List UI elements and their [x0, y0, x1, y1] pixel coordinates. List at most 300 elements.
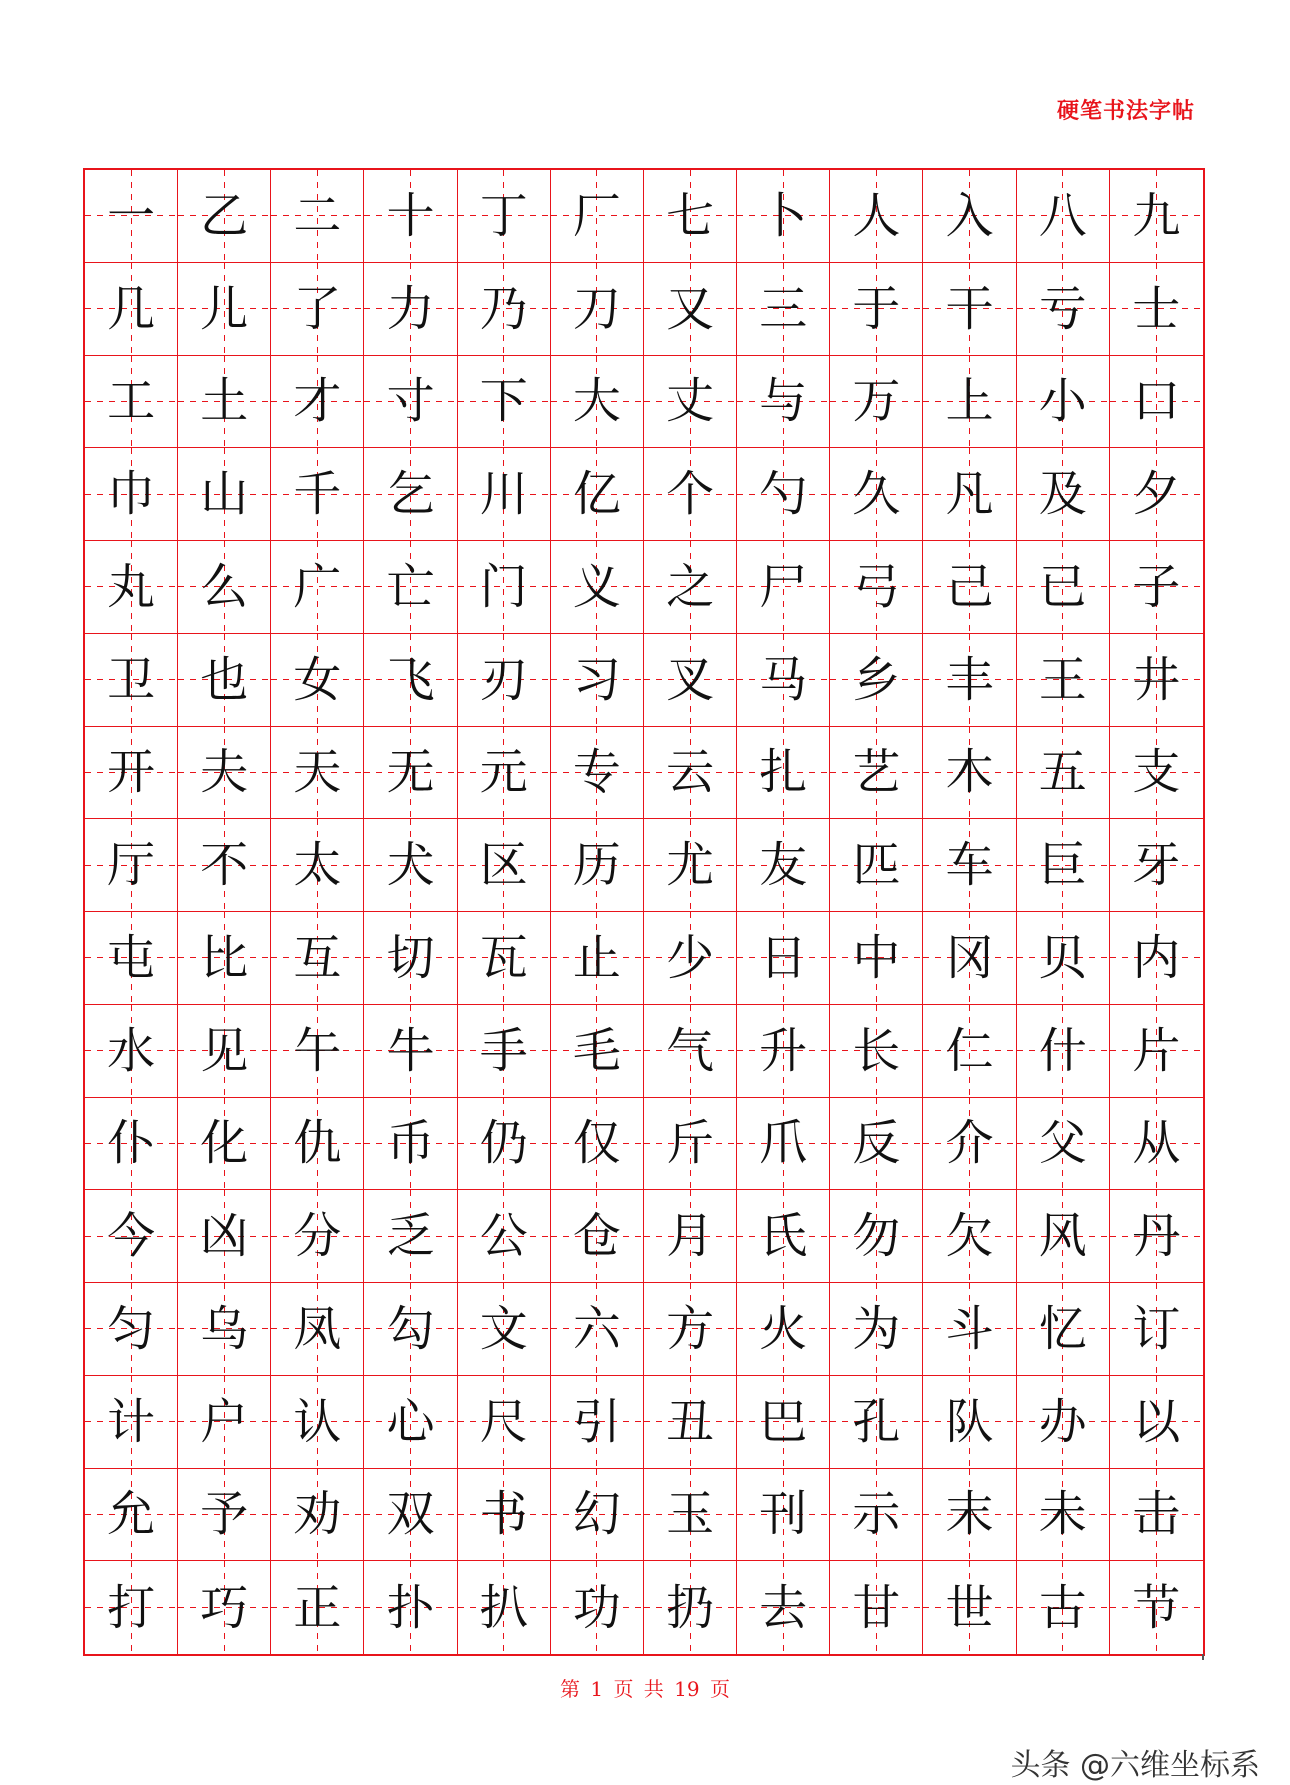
grid-cell	[737, 541, 830, 634]
seal-character: 正	[293, 1579, 342, 1636]
grid-cell	[271, 634, 364, 727]
seal-character: 干	[945, 280, 994, 337]
grid-cell	[830, 819, 923, 912]
grid-cell	[737, 1098, 830, 1191]
seal-character: 凡	[945, 466, 994, 523]
grid-cell	[458, 1098, 551, 1191]
grid-cell	[271, 727, 364, 820]
seal-character: 日	[759, 929, 808, 986]
grid-cell	[271, 541, 364, 634]
grid-cell	[923, 170, 1016, 263]
grid-cell	[1110, 1561, 1203, 1654]
grid-cell	[178, 634, 271, 727]
seal-character: 引	[572, 1393, 621, 1450]
grid-cell	[271, 819, 364, 912]
seal-character: 厅	[107, 837, 156, 894]
seal-character: 止	[572, 929, 621, 986]
grid-cell	[737, 819, 830, 912]
grid-cell	[364, 1190, 457, 1283]
grid-cell	[364, 634, 457, 727]
seal-character: 什	[1038, 1022, 1087, 1079]
grid-cell	[737, 170, 830, 263]
seal-character: 以	[1132, 1393, 1181, 1450]
seal-character: 个	[666, 466, 715, 523]
seal-character: 叉	[666, 651, 715, 708]
seal-character: 仅	[572, 1115, 621, 1172]
seal-character: 少	[666, 929, 715, 986]
seal-character: 川	[479, 466, 528, 523]
grid-cell	[85, 170, 178, 263]
seal-character: 历	[572, 837, 621, 894]
grid-cell	[644, 1561, 737, 1654]
seal-character: 气	[666, 1022, 715, 1079]
grid-cell	[1017, 263, 1110, 356]
seal-character: 月	[666, 1208, 715, 1265]
grid-cell	[923, 1190, 1016, 1283]
grid-cell	[737, 634, 830, 727]
seal-character: 及	[1038, 466, 1087, 523]
seal-character: 欠	[945, 1208, 994, 1265]
seal-character: 亿	[572, 466, 621, 523]
seal-character: 比	[200, 929, 249, 986]
grid-cell	[551, 356, 644, 449]
seal-character: 五	[1038, 744, 1087, 801]
grid-cell	[551, 1376, 644, 1469]
grid-cell	[178, 263, 271, 356]
grid-cell	[271, 1283, 364, 1376]
grid-cell	[364, 1283, 457, 1376]
grid-cell	[1110, 448, 1203, 541]
grid-cell	[923, 448, 1016, 541]
grid-cell	[830, 727, 923, 820]
seal-character: 击	[1132, 1486, 1181, 1543]
page-header-title: 硬笔书法字帖	[1056, 99, 1195, 124]
grid-cell	[85, 634, 178, 727]
seal-character: 之	[666, 558, 715, 615]
seal-character: 仓	[572, 1208, 621, 1265]
grid-cell	[458, 1190, 551, 1283]
seal-character: 乡	[852, 651, 901, 708]
grid-cell	[737, 1190, 830, 1283]
seal-character: 节	[1132, 1579, 1181, 1636]
grid-cell	[458, 263, 551, 356]
seal-character: 马	[759, 651, 808, 708]
grid-cell	[178, 448, 271, 541]
seal-character: 双	[386, 1486, 435, 1543]
grid-cell	[923, 1283, 1016, 1376]
seal-character: 了	[293, 280, 342, 337]
grid-cell	[178, 356, 271, 449]
grid-cell	[178, 1190, 271, 1283]
seal-character: 与	[759, 373, 808, 430]
grid-cell	[1110, 356, 1203, 449]
seal-character: 介	[945, 1115, 994, 1172]
seal-character: 扔	[666, 1579, 715, 1636]
grid-cell	[178, 1376, 271, 1469]
seal-character: 士	[1132, 280, 1181, 337]
grid-cell	[458, 541, 551, 634]
grid-cell	[364, 356, 457, 449]
grid-cell	[1017, 912, 1110, 1005]
seal-character: 门	[479, 558, 528, 615]
seal-character: 示	[852, 1486, 901, 1543]
grid-cell	[458, 1376, 551, 1469]
grid-cell	[85, 356, 178, 449]
seal-character: 夫	[200, 744, 249, 801]
grid-cell	[364, 1561, 457, 1654]
seal-character: 入	[945, 187, 994, 244]
grid-cell	[737, 263, 830, 356]
seal-character: 八	[1038, 187, 1087, 244]
seal-character: 王	[1038, 651, 1087, 708]
seal-character: 也	[200, 651, 249, 708]
grid-cell	[830, 1005, 923, 1098]
grid-cell	[644, 1376, 737, 1469]
grid-cell	[85, 263, 178, 356]
seal-character: 去	[759, 1579, 808, 1636]
grid-cell	[458, 448, 551, 541]
seal-character: 公	[479, 1208, 528, 1265]
grid-cell	[364, 448, 457, 541]
grid-cell	[551, 912, 644, 1005]
grid-cell	[830, 1283, 923, 1376]
grid-cell	[364, 541, 457, 634]
grid-cell	[923, 819, 1016, 912]
grid-cell	[551, 170, 644, 263]
grid-cell	[923, 727, 1016, 820]
grid-cell	[85, 819, 178, 912]
grid-cell	[85, 1005, 178, 1098]
seal-character: 牙	[1132, 837, 1181, 894]
grid-cell	[178, 170, 271, 263]
grid-cell	[644, 1098, 737, 1191]
grid-cell	[737, 1005, 830, 1098]
grid-cell	[551, 1469, 644, 1562]
grid-cell	[1110, 1190, 1203, 1283]
grid-cell	[644, 727, 737, 820]
seal-character: 才	[293, 373, 342, 430]
seal-character: 未	[1038, 1486, 1087, 1543]
grid-cell	[1110, 263, 1203, 356]
grid-cell	[551, 263, 644, 356]
grid-cell	[85, 1098, 178, 1191]
grid-cell	[644, 1005, 737, 1098]
grid-cell	[551, 634, 644, 727]
grid-cell	[178, 1469, 271, 1562]
seal-character: 丸	[107, 558, 156, 615]
seal-character: 上	[945, 373, 994, 430]
grid-cell	[644, 912, 737, 1005]
seal-character: 幻	[572, 1486, 621, 1543]
seal-character: 风	[1038, 1208, 1087, 1265]
seal-character: 夕	[1132, 466, 1181, 523]
grid-cell	[551, 819, 644, 912]
seal-character: 久	[852, 466, 901, 523]
grid-cell	[178, 1098, 271, 1191]
grid-cell	[271, 1190, 364, 1283]
grid-cell	[644, 1190, 737, 1283]
seal-character: 十	[386, 187, 435, 244]
grid-cell	[737, 727, 830, 820]
grid-cell	[551, 1005, 644, 1098]
seal-character: 下	[479, 373, 528, 430]
grid-cell	[644, 170, 737, 263]
seal-character: 功	[572, 1579, 621, 1636]
grid-cell	[458, 170, 551, 263]
seal-character: 乌	[200, 1300, 249, 1357]
seal-character: 仁	[945, 1022, 994, 1079]
seal-character: 仇	[293, 1115, 342, 1172]
grid-cell	[1017, 1283, 1110, 1376]
seal-character: 斗	[945, 1300, 994, 1357]
seal-character: 于	[852, 280, 901, 337]
seal-character: 订	[1132, 1300, 1181, 1357]
seal-character: 末	[945, 1486, 994, 1543]
grid-cell	[1017, 170, 1110, 263]
grid-cell	[458, 1469, 551, 1562]
grid-cell	[85, 1561, 178, 1654]
grid-cell	[1017, 634, 1110, 727]
grid-cell	[458, 1283, 551, 1376]
seal-character: 互	[293, 929, 342, 986]
seal-character: 从	[1132, 1115, 1181, 1172]
grid-cell	[551, 1098, 644, 1191]
grid-cell	[737, 356, 830, 449]
grid-cell	[458, 727, 551, 820]
grid-cell	[1110, 727, 1203, 820]
grid-cell	[644, 1469, 737, 1562]
grid-cell	[85, 1283, 178, 1376]
seal-character: 斤	[666, 1115, 715, 1172]
seal-character: 仆	[107, 1115, 156, 1172]
grid-cell	[364, 263, 457, 356]
grid-cell	[830, 263, 923, 356]
seal-character: 凤	[293, 1300, 342, 1357]
grid-cell	[830, 448, 923, 541]
grid-cell	[85, 727, 178, 820]
grid-cell	[364, 1005, 457, 1098]
grid-cell	[1110, 541, 1203, 634]
grid-cell	[178, 541, 271, 634]
grid-cell	[364, 1469, 457, 1562]
grid-cell	[1110, 819, 1203, 912]
grid-cell	[551, 448, 644, 541]
seal-character: 丁	[479, 187, 528, 244]
grid-cell	[551, 1561, 644, 1654]
seal-character: 凶	[200, 1208, 249, 1265]
seal-character: 不	[200, 837, 249, 894]
seal-character: 飞	[386, 651, 435, 708]
seal-character: 友	[759, 837, 808, 894]
grid-cell	[178, 1283, 271, 1376]
seal-character: 氏	[759, 1208, 808, 1265]
seal-character: 扑	[386, 1579, 435, 1636]
seal-character: 又	[666, 280, 715, 337]
seal-character: 刀	[572, 280, 621, 337]
seal-character: 毛	[572, 1022, 621, 1079]
seal-character: 亡	[386, 558, 435, 615]
grid-cell	[85, 912, 178, 1005]
grid-cell	[1017, 819, 1110, 912]
grid-cell	[830, 912, 923, 1005]
grid-cell	[923, 356, 1016, 449]
grid-cell	[1017, 1005, 1110, 1098]
seal-character: 亏	[1038, 280, 1087, 337]
seal-character: 元	[479, 744, 528, 801]
seal-character: 计	[107, 1393, 156, 1450]
seal-character: 车	[945, 837, 994, 894]
grid-cell	[644, 263, 737, 356]
grid-cell	[1110, 1005, 1203, 1098]
seal-character: 内	[1132, 929, 1181, 986]
grid-cell	[271, 263, 364, 356]
grid-cell	[644, 819, 737, 912]
grid-cell	[178, 912, 271, 1005]
grid-cell	[644, 634, 737, 727]
grid-cell	[551, 1190, 644, 1283]
seal-character: 巴	[759, 1393, 808, 1450]
grid-cell	[271, 356, 364, 449]
grid-cell	[1017, 1376, 1110, 1469]
grid-cell	[271, 1376, 364, 1469]
grid-cell	[1110, 170, 1203, 263]
grid-cell	[644, 448, 737, 541]
seal-character: 习	[572, 651, 621, 708]
grid-cell	[830, 1098, 923, 1191]
seal-character: 人	[852, 187, 901, 244]
seal-character: 巧	[200, 1579, 249, 1636]
seal-character: 升	[759, 1022, 808, 1079]
seal-character: 太	[293, 837, 342, 894]
seal-character: 化	[200, 1115, 249, 1172]
grid-cell	[271, 1561, 364, 1654]
grid-cell	[830, 541, 923, 634]
seal-character: 己	[945, 558, 994, 615]
seal-character: 广	[293, 558, 342, 615]
seal-character: 中	[852, 929, 901, 986]
grid-cell	[644, 1283, 737, 1376]
grid-cell	[458, 634, 551, 727]
grid-cell	[737, 1469, 830, 1562]
seal-character: 二	[293, 187, 342, 244]
seal-character: 支	[1132, 744, 1181, 801]
grid-cell	[85, 541, 178, 634]
seal-character: 片	[1132, 1022, 1181, 1079]
grid-cell	[737, 1561, 830, 1654]
seal-character: 云	[666, 744, 715, 801]
seal-character: 予	[200, 1486, 249, 1543]
grid-cell	[737, 912, 830, 1005]
seal-character: 世	[945, 1579, 994, 1636]
grid-cell	[737, 1376, 830, 1469]
seal-character: 女	[293, 651, 342, 708]
seal-character: 分	[293, 1208, 342, 1265]
seal-character: 千	[293, 466, 342, 523]
grid-cell	[178, 1005, 271, 1098]
seal-character: 午	[293, 1022, 342, 1079]
seal-character: 玉	[666, 1486, 715, 1543]
seal-character: 无	[386, 744, 435, 801]
grid-cell	[1110, 634, 1203, 727]
seal-character: 力	[386, 280, 435, 337]
seal-character: 巾	[107, 466, 156, 523]
seal-character: 父	[1038, 1115, 1087, 1172]
seal-character: 为	[852, 1300, 901, 1357]
seal-character: 孔	[852, 1393, 901, 1450]
grid-cell	[85, 1190, 178, 1283]
grid-cell	[458, 1561, 551, 1654]
seal-character: 甘	[852, 1579, 901, 1636]
seal-character: 子	[1132, 558, 1181, 615]
seal-character: 勿	[852, 1208, 901, 1265]
grid-cell	[85, 1469, 178, 1562]
seal-character: 七	[666, 187, 715, 244]
grid-cell	[271, 170, 364, 263]
seal-character: 仍	[479, 1115, 528, 1172]
seal-character: 尺	[479, 1393, 528, 1450]
seal-character: 小	[1038, 373, 1087, 430]
grid-cell	[1017, 1469, 1110, 1562]
grid-cell	[178, 819, 271, 912]
seal-character: 匹	[852, 837, 901, 894]
seal-character: 今	[107, 1208, 156, 1265]
seal-character: 工	[107, 373, 156, 430]
grid-cell	[271, 1098, 364, 1191]
seal-character: 办	[1038, 1393, 1087, 1450]
seal-character: 劝	[293, 1486, 342, 1543]
seal-character: 一	[107, 187, 156, 244]
grid-cell	[923, 541, 1016, 634]
seal-character: 么	[200, 558, 249, 615]
grid-cell	[364, 1098, 457, 1191]
seal-character: 忆	[1038, 1300, 1087, 1357]
seal-character: 乞	[386, 466, 435, 523]
grid-cell	[830, 1561, 923, 1654]
seal-character: 冈	[945, 929, 994, 986]
grid-cell	[271, 1469, 364, 1562]
page-number: 第 1 页 共 19 页	[560, 1677, 730, 1701]
grid-cell	[923, 634, 1016, 727]
seal-character: 天	[293, 744, 342, 801]
seal-character: 古	[1038, 1579, 1087, 1636]
seal-character: 币	[386, 1115, 435, 1172]
seal-character: 文	[479, 1300, 528, 1357]
grid-cell	[1110, 1469, 1203, 1562]
seal-character: 口	[1132, 373, 1181, 430]
grid-cell	[923, 263, 1016, 356]
seal-character: 井	[1132, 651, 1181, 708]
seal-character: 弓	[852, 558, 901, 615]
grid-cell	[1110, 1283, 1203, 1376]
grid-cell	[1110, 912, 1203, 1005]
grid-cell	[923, 912, 1016, 1005]
seal-character: 区	[479, 837, 528, 894]
grid-cell	[1017, 1561, 1110, 1654]
seal-character: 丈	[666, 373, 715, 430]
seal-character: 书	[479, 1486, 528, 1543]
seal-character: 乏	[386, 1208, 435, 1265]
grid-cell	[551, 1283, 644, 1376]
practice-grid	[83, 168, 1205, 1656]
grid-cell	[364, 912, 457, 1005]
grid-cell	[364, 819, 457, 912]
grid-cell	[551, 541, 644, 634]
seal-character: 大	[572, 373, 621, 430]
seal-character: 切	[386, 929, 435, 986]
seal-character: 尸	[759, 558, 808, 615]
seal-character: 刃	[479, 651, 528, 708]
corner-mark	[1202, 1654, 1204, 1660]
